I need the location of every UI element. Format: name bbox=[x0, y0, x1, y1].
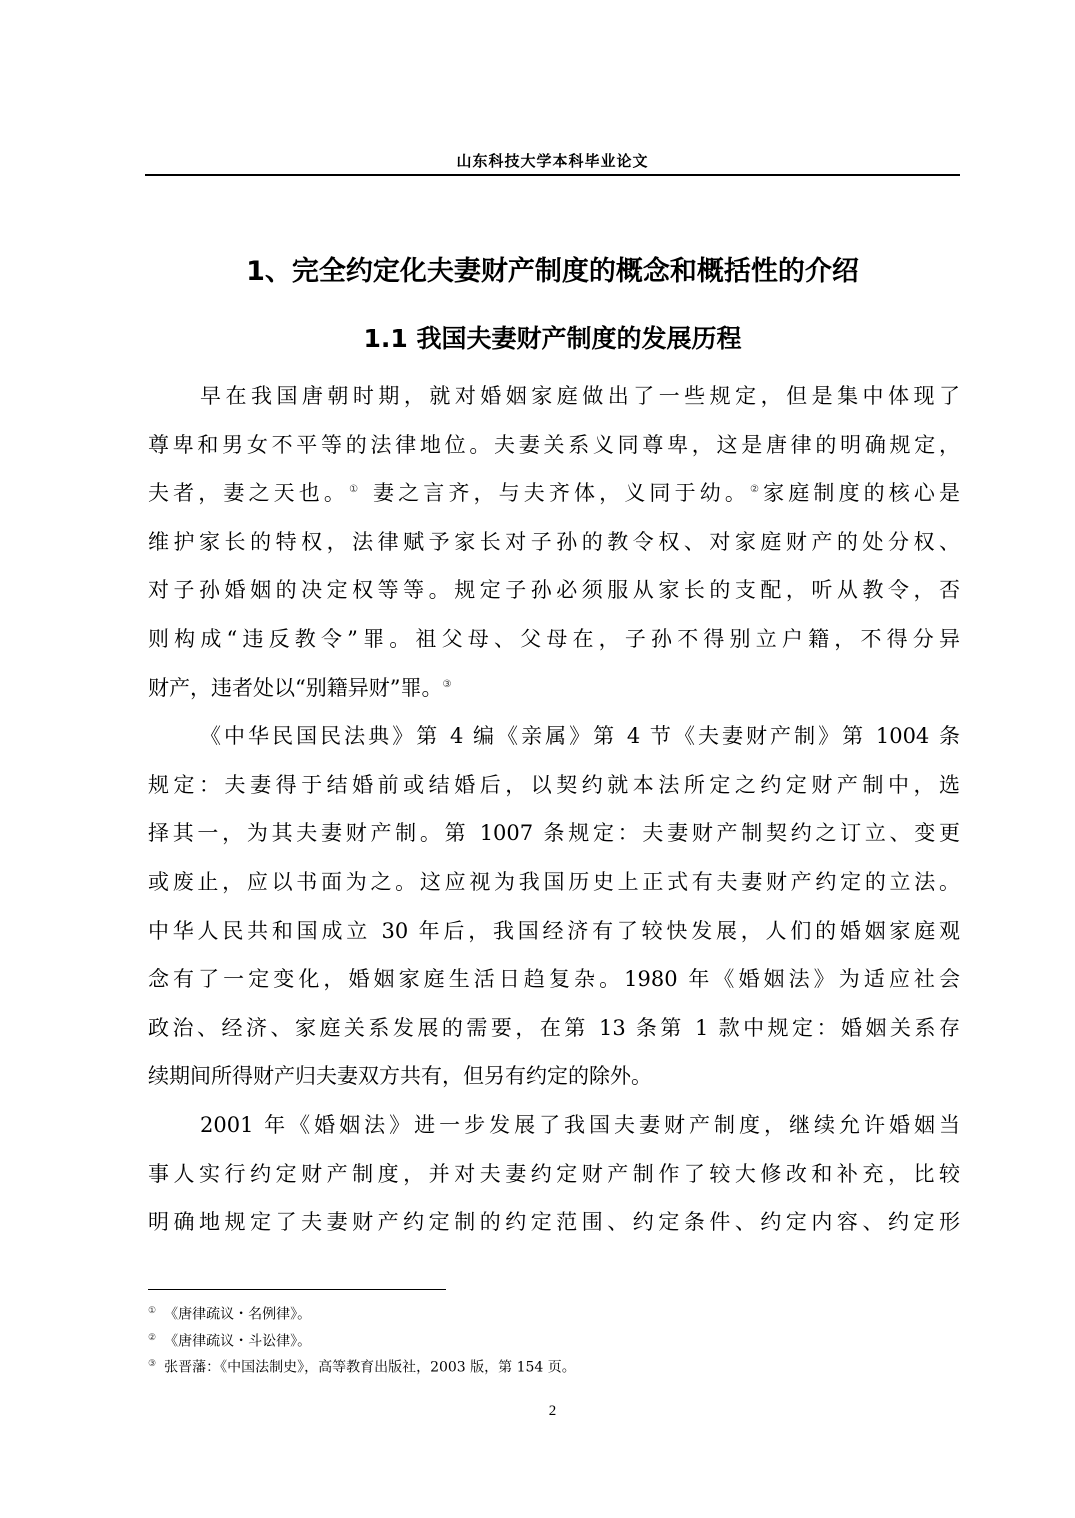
footnote-divider bbox=[148, 1289, 446, 1290]
text-fragment: 家庭制度的核心是 bbox=[763, 481, 961, 506]
footnote-item bbox=[148, 1300, 948, 1327]
footnote-reference-3[interactable]: ③ bbox=[442, 678, 452, 690]
page-header-title: 山东科技大学本科毕业论文 bbox=[456, 152, 649, 170]
paragraph-2 bbox=[148, 712, 960, 1101]
footnote-text: 张晋藩：《中国法制史》，高等教育出版社，2003 版，第 154 页。 bbox=[164, 1359, 576, 1376]
text-line: 或废止，应以书面为之。这应视为我国历史上正式有夫妻财产约定的立法。 bbox=[148, 869, 960, 894]
paragraph-1 bbox=[148, 372, 960, 712]
text-line: 政治、经济、家庭关系发展的需要，在第 13 条第 1 款中规定：婚姻关系存 bbox=[148, 1015, 960, 1040]
text-line: 事人实行约定财产制度，并对夫妻约定财产制作了较大修改和补充，比较 bbox=[148, 1161, 960, 1186]
chapter-title: 1、完全约定化夫妻财产制度的概念和概括性的介绍 bbox=[246, 256, 859, 287]
body-text bbox=[148, 372, 960, 1247]
text-line: 则构成“违反教令”罪。祖父母、父母在，子孙不得别立户籍，不得分异 bbox=[148, 626, 960, 651]
text-line: 《中华民国民法典》第 4 编《亲属》第 4 节《夫妻财产制》第 1004 条 bbox=[200, 724, 960, 749]
text-line: 择其一，为其夫妻财产制。第 1007 条规定：夫妻财产制契约之订立、变更 bbox=[148, 821, 960, 846]
footnote-reference-2[interactable]: ② bbox=[749, 484, 764, 496]
section-title: 1.1 我国夫妻财产制度的发展历程 bbox=[363, 324, 742, 353]
footnote-text: 《唐律疏议・斗讼律》。 bbox=[164, 1333, 312, 1350]
text-line: 明确地规定了夫妻财产约定制的约定范围、约定条件、约定内容、约定形 bbox=[148, 1210, 960, 1235]
footnote-mark: ① bbox=[148, 1306, 157, 1316]
footnote-mark: ③ bbox=[148, 1359, 157, 1370]
text-line: 早在我国唐朝时期，就对婚姻家庭做出了一些规定，但是集中体现了 bbox=[200, 384, 960, 408]
text-line: 2001 年《婚姻法》进一步发展了我国夫妻财产制度，继续允许婚姻当 bbox=[200, 1112, 960, 1137]
text-line bbox=[148, 664, 960, 713]
text-line: 念有了一定变化，婚姻家庭生活日趋复杂。1980 年《婚姻法》为适应社会 bbox=[148, 967, 960, 992]
footnote-mark: ② bbox=[148, 1332, 157, 1343]
text-fragment: 财产，违者处以“别籍异财”罪。 bbox=[148, 675, 443, 700]
footnote-text: 《唐律疏议・名例律》。 bbox=[164, 1306, 312, 1323]
footnote-item bbox=[148, 1353, 948, 1380]
footnotes bbox=[148, 1300, 948, 1380]
page-number: 2 bbox=[548, 1403, 557, 1419]
text-fragment: 妻之言齐，与夫齐体，义同于幼。 bbox=[362, 481, 750, 506]
text-line: 续期间所得财产归夫妻双方共有，但另有约定的除外。 bbox=[148, 1064, 652, 1089]
paragraph-3 bbox=[148, 1101, 960, 1247]
header-divider bbox=[145, 174, 960, 176]
text-line: 中华人民共和国成立 30 年后，我国经济有了较快发展，人们的婚姻家庭观 bbox=[148, 918, 960, 943]
text-line: 维护家长的特权，法律赋予家长对子孙的教令权、对家庭财产的处分权、 bbox=[148, 529, 960, 554]
text-line: 尊卑和男女不平等的法律地位。夫妻关系义同尊卑，这是唐律的明确规定， bbox=[148, 432, 960, 457]
footnote-reference-1[interactable]: ① bbox=[349, 484, 363, 496]
text-line: 规定：夫妻得于结婚前或结婚后，以契约就本法所定之约定财产制中，选 bbox=[148, 772, 960, 797]
text-line: 对子孙婚姻的决定权等等。规定子孙必须服从家长的支配，听从教令，否 bbox=[148, 578, 960, 603]
text-line bbox=[148, 469, 960, 518]
footnote-item bbox=[148, 1327, 948, 1354]
text-fragment: 夫者，妻之天也。 bbox=[148, 481, 350, 506]
